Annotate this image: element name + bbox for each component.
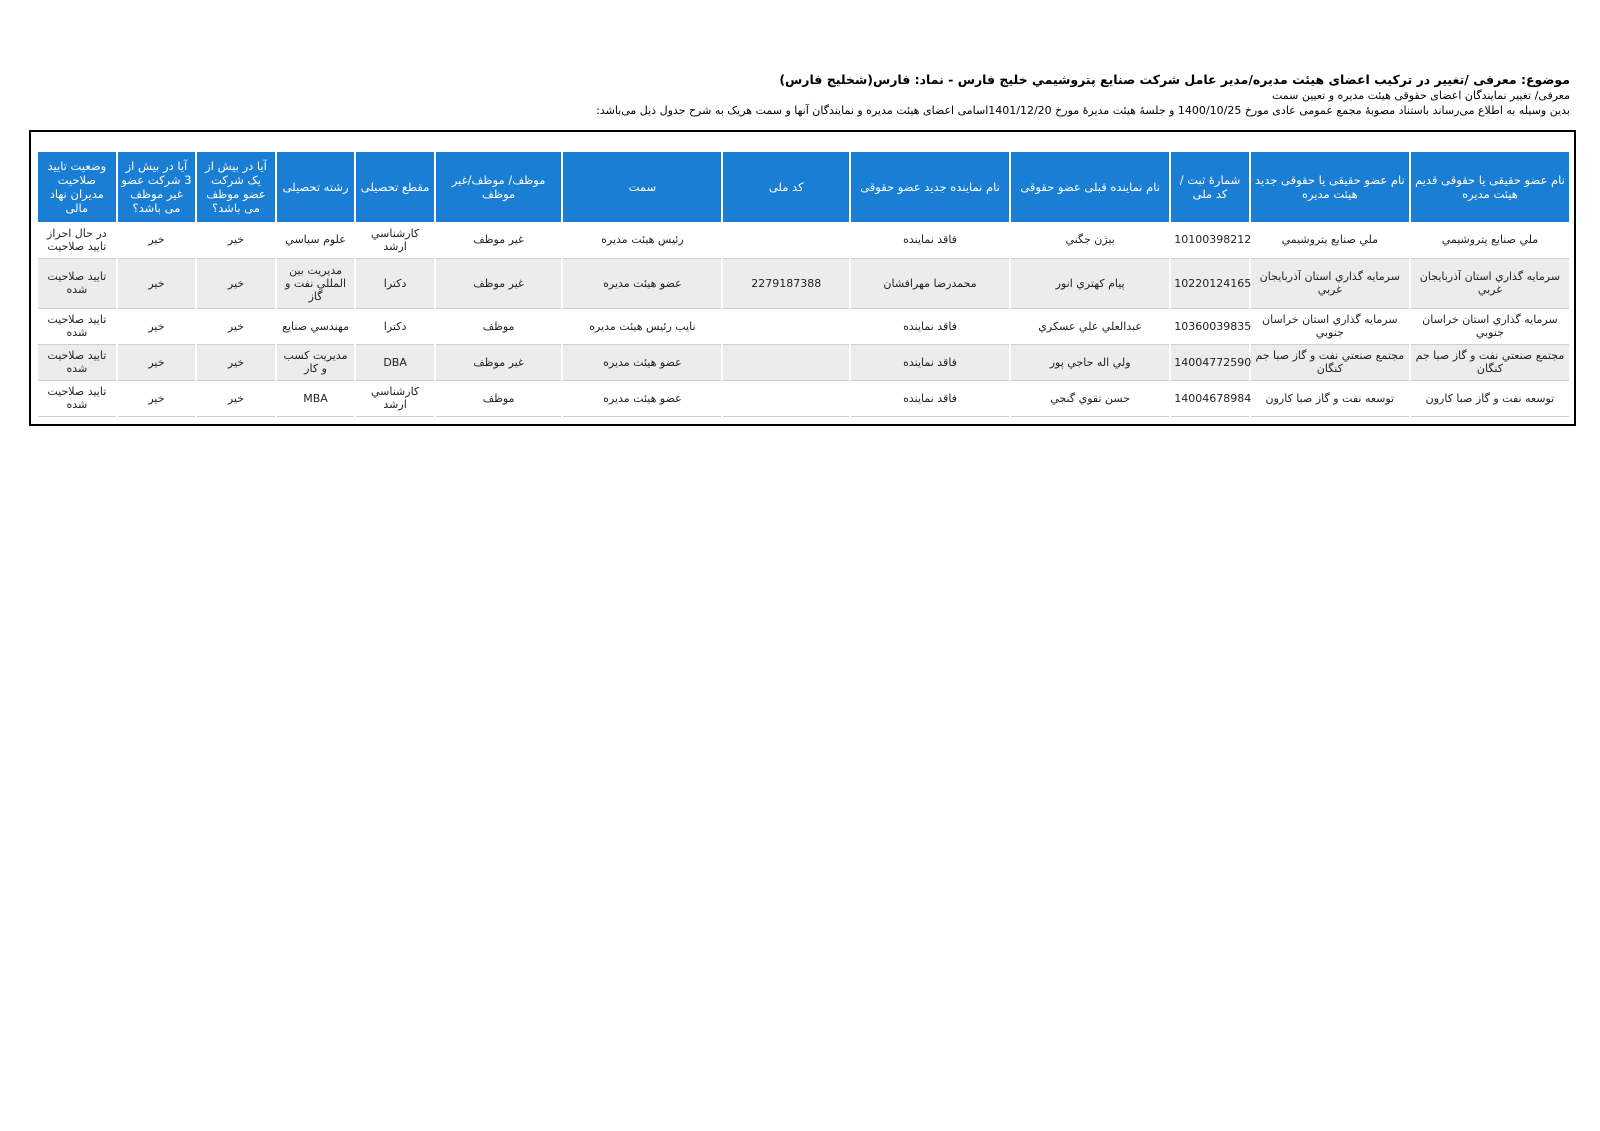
- cell-old-member: ملي صنایع پتروشیمي: [1410, 222, 1570, 258]
- cell-new-rep: فاقد نماینده: [850, 308, 1010, 344]
- col-header-multi-nonexec: آیا در بیش از 3 شرکت عضو غیر موظف می باشد؟: [117, 152, 197, 222]
- cell-position: عضو هیئت مدیره: [562, 258, 722, 308]
- cell-multi-exec: خیر: [196, 222, 276, 258]
- cell-new-rep: محمدرضا مهرافشان: [850, 258, 1010, 308]
- cell-position: نایب رئیس هیئت مدیره: [562, 308, 722, 344]
- cell-field: مدیریت کسب و کار: [276, 344, 356, 380]
- cell-multi-exec: خیر: [196, 308, 276, 344]
- cell-national-id: [722, 308, 849, 344]
- table-row: [37, 308, 1570, 344]
- table-row: [37, 380, 1570, 416]
- cell-national-id: [722, 222, 849, 258]
- cell-degree: کارشناسي ارشد: [355, 222, 435, 258]
- board-members-table: [36, 152, 1571, 417]
- cell-executive: غیر موظف: [435, 222, 562, 258]
- col-header-new-member: نام عضو حقیقی یا حقوقی جدید هیئت مدیره: [1250, 152, 1410, 222]
- cell-multi-exec: خیر: [196, 344, 276, 380]
- subtitle-line: معرفی/ تغییر نمایندگان اعضای حقوقی هیئت مدیره و تعیین سمت: [1271, 89, 1570, 102]
- cell-old-member: توسعه نفت و گاز صبا کارون: [1410, 380, 1570, 416]
- cell-reg-id: 14004678984: [1170, 380, 1250, 416]
- cell-reg-id: 14004772590: [1170, 344, 1250, 380]
- cell-new-rep: فاقد نماینده: [850, 380, 1010, 416]
- col-header-new-rep: نام نماینده جدید عضو حقوقی: [850, 152, 1010, 222]
- cell-new-member: ملي صنایع پتروشیمي: [1250, 222, 1410, 258]
- cell-field: MBA: [276, 380, 356, 416]
- cell-new-member: مجتمع صنعتي نفت و گاز صبا جم کنگان: [1250, 344, 1410, 380]
- cell-prev-rep: حسن تقوي گنجي: [1010, 380, 1170, 416]
- cell-executive: غیر موظف: [435, 344, 562, 380]
- cell-degree: DBA: [355, 344, 435, 380]
- col-header-multi-exec: آیا در بیش از یک شرکت عضو موظف می باشد؟: [196, 152, 276, 222]
- cell-multi-exec: خیر: [196, 380, 276, 416]
- cell-national-id: 2279187388: [722, 258, 849, 308]
- cell-multi-nonexec: خیر: [117, 344, 197, 380]
- col-header-field: رشته تحصیلی: [276, 152, 356, 222]
- cell-multi-nonexec: خیر: [117, 222, 197, 258]
- cell-field: مدیریت بین المللي نفت و گاز: [276, 258, 356, 308]
- document-header: [30, 72, 1570, 118]
- cell-executive: غیر موظف: [435, 258, 562, 308]
- table-frame: [29, 130, 1576, 426]
- cell-multi-exec: خیر: [196, 258, 276, 308]
- cell-position: عضو هیئت مدیره: [562, 344, 722, 380]
- cell-reg-id: 10100398212: [1170, 222, 1250, 258]
- cell-status: تایید صلاحیت شده: [37, 308, 117, 344]
- subject-line: موضوع: معرفی /تغییر در ترکیب اعضای هیئت مدیره/مدیر عامل شرکت صنایع پتروشیمي خلیج فارس - نماد: فارس(شخلیج فارس): [779, 72, 1570, 87]
- cell-reg-id: 10220124165: [1170, 258, 1250, 308]
- cell-prev-rep: پیام کهتري انور: [1010, 258, 1170, 308]
- cell-old-member: سرمایه گذاري استان آذربایجان غربي: [1410, 258, 1570, 308]
- cell-new-member: توسعه نفت و گاز صبا کارون: [1250, 380, 1410, 416]
- cell-prev-rep: عبدالعلي علي عسکري: [1010, 308, 1170, 344]
- cell-degree: دکترا: [355, 308, 435, 344]
- cell-reg-id: 10360039835: [1170, 308, 1250, 344]
- cell-new-rep: فاقد نماینده: [850, 222, 1010, 258]
- cell-new-member: سرمایه گذاري استان آذربایجان غربي: [1250, 258, 1410, 308]
- cell-multi-nonexec: خیر: [117, 308, 197, 344]
- cell-national-id: [722, 380, 849, 416]
- cell-field: مهندسي صنایع: [276, 308, 356, 344]
- cell-new-member: سرمایه گذاري استان خراسان جنوبي: [1250, 308, 1410, 344]
- cell-status: تایید صلاحیت شده: [37, 380, 117, 416]
- cell-degree: دکترا: [355, 258, 435, 308]
- col-header-position: سمت: [562, 152, 722, 222]
- cell-multi-nonexec: خیر: [117, 380, 197, 416]
- table-row: [37, 258, 1570, 308]
- cell-degree: کارشناسي ارشد: [355, 380, 435, 416]
- col-header-national-id: کد ملی: [722, 152, 849, 222]
- cell-status: تایید صلاحیت شده: [37, 258, 117, 308]
- cell-national-id: [722, 344, 849, 380]
- table-row: [37, 344, 1570, 380]
- cell-executive: موظف: [435, 308, 562, 344]
- cell-new-rep: فاقد نماینده: [850, 344, 1010, 380]
- col-header-old-member: نام عضو حقیقی یا حقوقی قدیم هیئت مدیره: [1410, 152, 1570, 222]
- cell-status: تایید صلاحیت شده: [37, 344, 117, 380]
- header-row: [37, 152, 1570, 222]
- col-header-prev-rep: نام نماینده قبلی عضو حقوقی: [1010, 152, 1170, 222]
- cell-old-member: سرمایه گذاري استان خراسان جنوبي: [1410, 308, 1570, 344]
- col-header-status: وضعیت تایید صلاحیت مدیران نهاد مالی: [37, 152, 117, 222]
- cell-executive: موظف: [435, 380, 562, 416]
- col-header-executive: موظف/ موظف/غیر موظف: [435, 152, 562, 222]
- cell-status: در حال احراز تایید صلاحیت: [37, 222, 117, 258]
- intro-line: بدین وسیله به اطلاع می‌رساند باستناد مصوبۀ مجمع عمومی عادی مورخ 1400/10/25 و جلسۀ هیئت مدیرۀ مورخ 1401/12/20اسامی اعضای هیئت مدیره و نمایندگان آنها و سمت هریک به شرح جدول ذیل می‌باشد:: [596, 104, 1570, 117]
- table-row: [37, 222, 1570, 258]
- cell-field: علوم سیاسي: [276, 222, 356, 258]
- cell-prev-rep: ولي اله حاجي پور: [1010, 344, 1170, 380]
- cell-old-member: مجتمع صنعتي نفت و گاز صبا جم کنگان: [1410, 344, 1570, 380]
- cell-prev-rep: بیژن جگني: [1010, 222, 1170, 258]
- col-header-degree: مقطع تحصیلی: [355, 152, 435, 222]
- col-header-reg-id: شمارۀ ثبت / کد ملی: [1170, 152, 1250, 222]
- cell-position: رئیس هیئت مدیره: [562, 222, 722, 258]
- cell-multi-nonexec: خیر: [117, 258, 197, 308]
- cell-position: عضو هیئت مدیره: [562, 380, 722, 416]
